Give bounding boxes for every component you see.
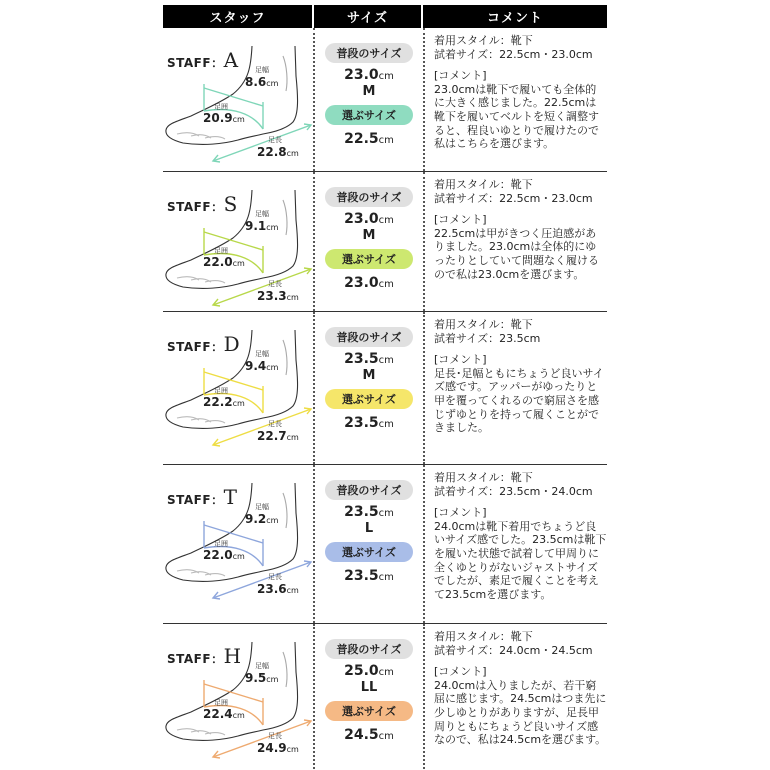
foot-width-value: 9.2cm (245, 512, 279, 526)
foot-girth-label: 足囲 (214, 540, 228, 548)
table-header (163, 5, 607, 28)
staff-name: STAFF：H (167, 644, 242, 668)
comment-cell (423, 172, 607, 311)
foot-girth-value: 22.4cm (203, 707, 245, 721)
usual-size-letter: L (364, 521, 374, 536)
foot-length-value: 22.8cm (257, 145, 299, 159)
usual-size-letter: M (362, 84, 376, 99)
wear-style: 着用スタイル：靴下 (434, 471, 533, 484)
comment-heading: [コメント] (434, 353, 487, 367)
foot-length-label: 足長 (268, 573, 282, 581)
staff-cell (163, 312, 313, 464)
chosen-size-badge: 選ぶサイズ (325, 542, 413, 562)
staff-cell (163, 28, 313, 171)
usual-size-cm: 23.0cm (344, 211, 394, 227)
size-cell (313, 312, 423, 464)
foot-width-value: 9.1cm (245, 219, 279, 233)
wear-style: 着用スタイル：靴下 (434, 630, 533, 643)
foot-width-label: 足幅 (255, 503, 269, 511)
usual-size-badge: 普段のサイズ (325, 43, 413, 63)
comment-text: 24.0cmは入りましたが、若干窮屈に感じます。24.5cmはつま先に少しゆとりがありますが、足長甲周りともにちょうど良いサイズ感なので、私は24.5cmを選びます。 (434, 678, 607, 747)
chosen-size-badge: 選ぶサイズ (325, 701, 413, 721)
staff-row (163, 465, 607, 624)
chosen-size-badge: 選ぶサイズ (325, 105, 413, 125)
size-comparison-table (163, 5, 607, 769)
foot-length-value: 23.6cm (257, 582, 299, 596)
foot-width-label: 足幅 (255, 350, 269, 358)
chosen-size-badge: 選ぶサイズ (325, 389, 413, 409)
foot-width-label: 足幅 (255, 66, 269, 74)
comment-heading: [コメント] (434, 506, 487, 520)
staff-cell (163, 172, 313, 311)
header-size: サイズ (314, 5, 421, 28)
comment-heading: [コメント] (434, 69, 487, 83)
wear-style: 着用スタイル：靴下 (434, 34, 533, 47)
foot-length-label: 足長 (268, 280, 282, 288)
comment-heading: [コメント] (434, 665, 487, 679)
foot-girth-value: 22.0cm (203, 255, 245, 269)
usual-size-cm: 23.5cm (344, 351, 394, 367)
usual-size-cm: 25.0cm (344, 663, 394, 679)
chosen-size-cm: 24.5cm (344, 727, 394, 743)
usual-size-badge: 普段のサイズ (325, 187, 413, 207)
foot-width-label: 足幅 (255, 662, 269, 670)
usual-size-letter: LL (360, 680, 378, 695)
foot-length-label: 足長 (268, 136, 282, 144)
foot-girth-label: 足囲 (214, 247, 228, 255)
size-cell (313, 28, 423, 171)
comment-text: 24.0cmは靴下着用でちょうど良いサイズ感でした。23.5cmは靴下を履いた状態で試着して甲周りに全くゆとりがないジャストサイズでしたが、素足で履くことを考えて23.5cmを選びます。 (434, 519, 607, 601)
tried-sizes: 試着サイズ：23.5cm・24.0cm (434, 484, 593, 498)
foot-length-value: 23.3cm (257, 289, 299, 303)
tried-sizes: 試着サイズ：22.5cm・23.0cm (434, 191, 593, 205)
comment-cell (423, 28, 607, 171)
staff-row (163, 172, 607, 312)
foot-length-label: 足長 (268, 420, 282, 428)
tried-sizes: 試着サイズ：23.5cm (434, 331, 541, 345)
foot-length-label: 足長 (268, 732, 282, 740)
staff-name: STAFF：T (167, 485, 238, 509)
chosen-size-cm: 22.5cm (344, 131, 394, 147)
staff-cell (163, 624, 313, 769)
foot-girth-value: 22.2cm (203, 395, 245, 409)
staff-row (163, 28, 607, 172)
wear-style: 着用スタイル：靴下 (434, 178, 533, 191)
comment-cell (423, 624, 607, 769)
staff-name: STAFF：A (167, 48, 239, 72)
chosen-size-cm: 23.5cm (344, 568, 394, 584)
foot-width-value: 9.5cm (245, 671, 279, 685)
usual-size-letter: M (362, 228, 376, 243)
comment-cell (423, 312, 607, 464)
foot-length-value: 24.9cm (257, 741, 299, 755)
table-body (163, 28, 607, 769)
usual-size-badge: 普段のサイズ (325, 327, 413, 347)
comment-heading: [コメント] (434, 213, 487, 227)
comment-text: 22.5cmは甲がきつく圧迫感がありました。23.0cmは全体的にゆったりとしていて問題なく履けるので私は23.0cmを選びます。 (434, 226, 599, 281)
size-cell (313, 172, 423, 311)
staff-name: STAFF：D (167, 332, 241, 356)
foot-width-value: 9.4cm (245, 359, 279, 373)
staff-row (163, 624, 607, 769)
foot-girth-label: 足囲 (214, 699, 228, 707)
comment-text: 23.0cmは靴下で履いても全体的に大きく感じました。22.5cmは靴下を履いてベルトを短く調整すると、程良いゆとりで履けたので私はこちらを選びます。 (434, 82, 599, 151)
usual-size-badge: 普段のサイズ (325, 480, 413, 500)
header-comment: コメント (423, 5, 607, 28)
tried-sizes: 試着サイズ：22.5cm・23.0cm (434, 47, 593, 61)
tried-sizes: 試着サイズ：24.0cm・24.5cm (434, 643, 593, 657)
size-cell (313, 465, 423, 623)
header-staff: スタッフ (163, 5, 312, 28)
foot-width-label: 足幅 (255, 210, 269, 218)
size-cell (313, 624, 423, 769)
usual-size-cm: 23.5cm (344, 504, 394, 520)
usual-size-letter: M (362, 368, 376, 383)
wear-style: 着用スタイル：靴下 (434, 318, 533, 331)
staff-name: STAFF：S (167, 192, 238, 216)
foot-girth-value: 22.0cm (203, 548, 245, 562)
comment-cell (423, 465, 607, 623)
foot-width-value: 8.6cm (245, 75, 279, 89)
staff-row (163, 312, 607, 465)
usual-size-badge: 普段のサイズ (325, 639, 413, 659)
usual-size-cm: 23.0cm (344, 67, 394, 83)
staff-cell (163, 465, 313, 623)
chosen-size-badge: 選ぶサイズ (325, 249, 413, 269)
foot-girth-label: 足囲 (214, 103, 228, 111)
foot-girth-label: 足囲 (214, 387, 228, 395)
foot-length-value: 22.7cm (257, 429, 299, 443)
comment-text: 足長･足幅ともにちょうど良いサイズ感です。アッパーがゆったりと甲を覆ってくれるので窮屈さを感じずゆとりを持って履くことができました。 (434, 366, 604, 435)
chosen-size-cm: 23.0cm (344, 275, 394, 291)
chosen-size-cm: 23.5cm (344, 415, 394, 431)
foot-girth-value: 20.9cm (203, 111, 245, 125)
